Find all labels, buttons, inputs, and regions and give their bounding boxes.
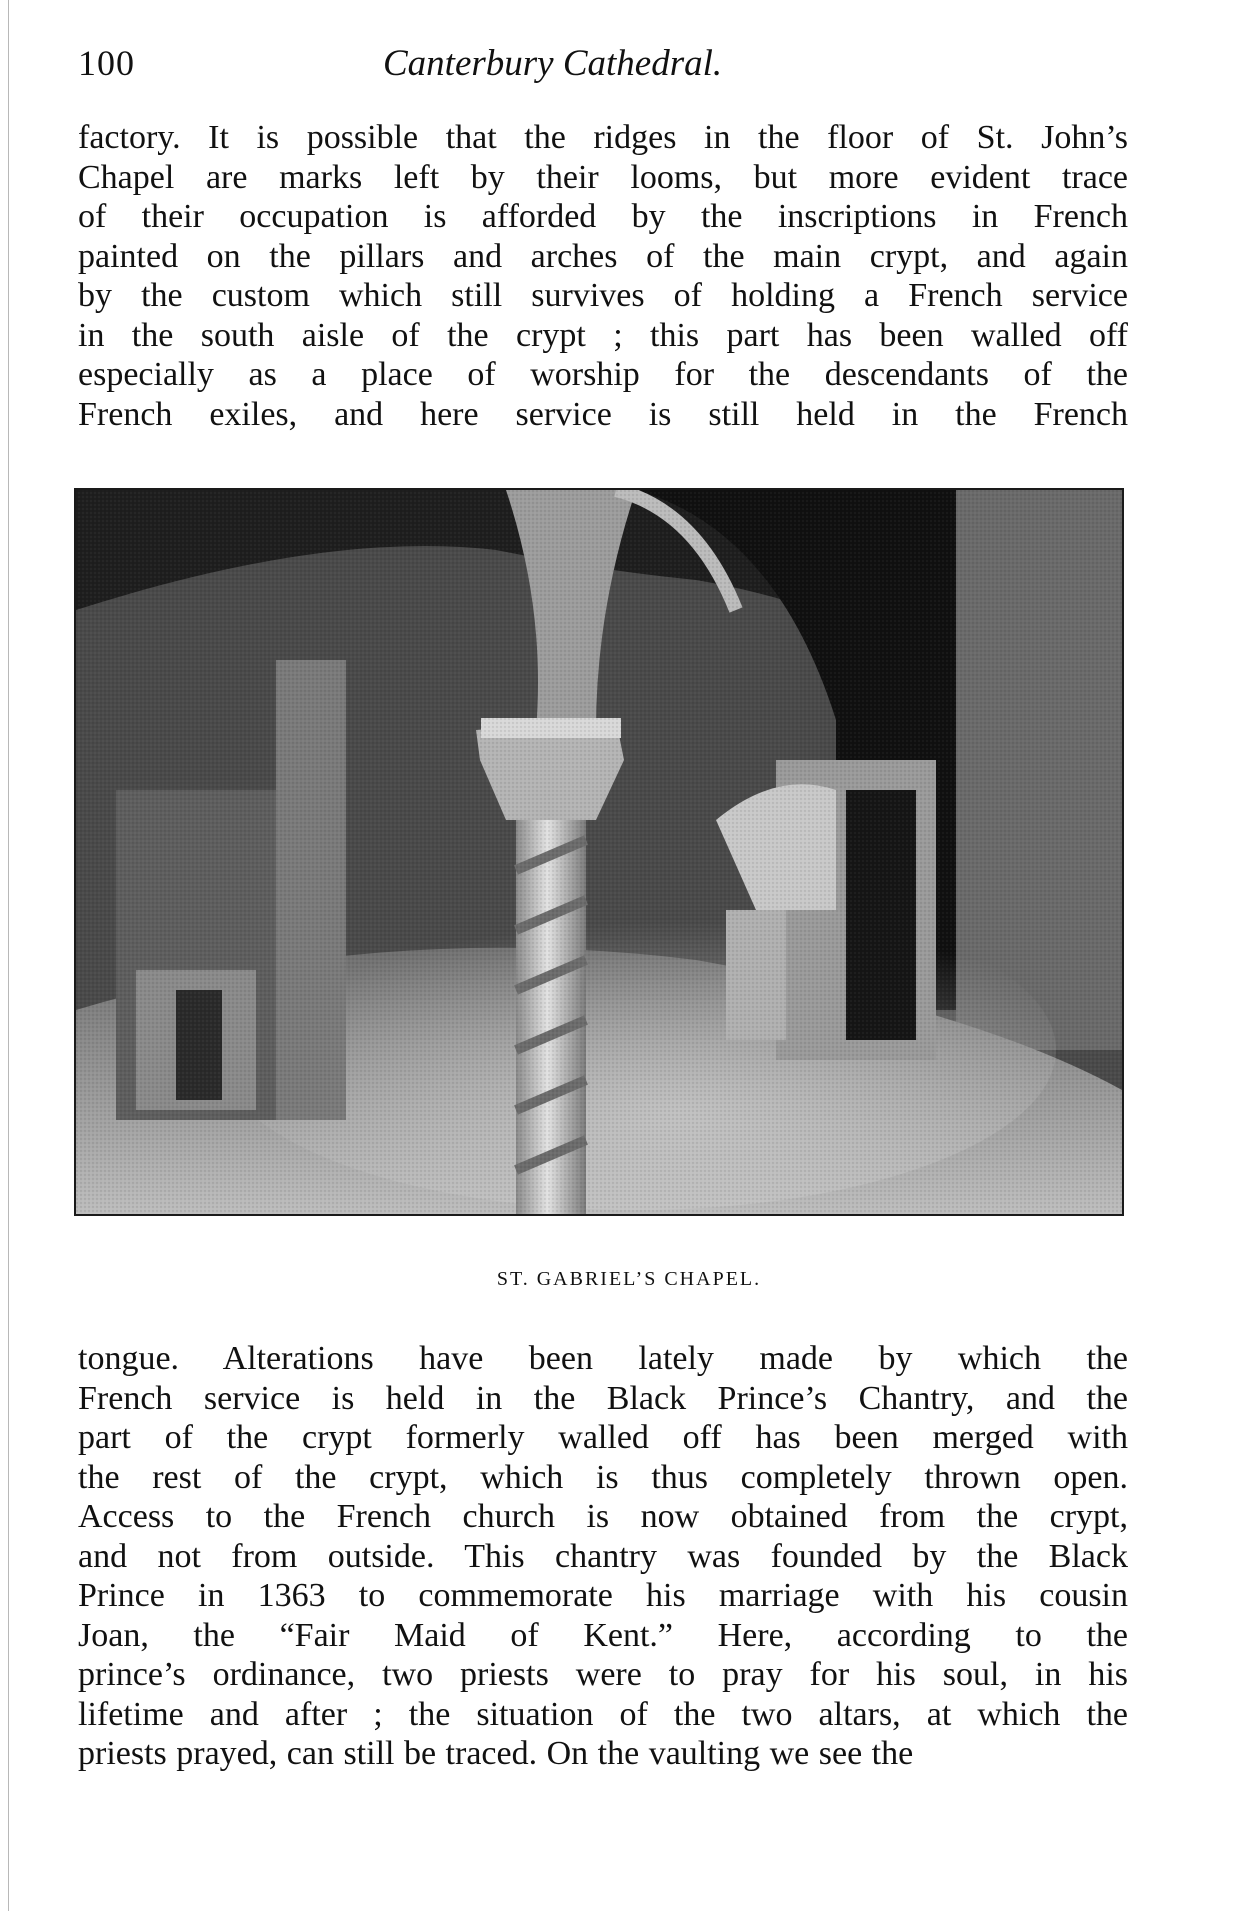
- body-text-top: [78, 118, 1128, 434]
- text-line: lifetime and after ; the situation of the two altars, at which the: [78, 1695, 1128, 1733]
- text-line: of their occupation is afforded by the inscriptions in French: [78, 198, 1128, 235]
- text-line: priests prayed, can still be traced. On the vaulting we see the: [78, 1735, 914, 1772]
- text-line: and not from outside. This chantry was founded by the Black: [78, 1537, 1128, 1575]
- running-title: Canterbury Cathedral.: [383, 43, 723, 84]
- text-line: Chapel are marks left by their looms, but more evident trace: [78, 158, 1128, 196]
- text-line: Prince in 1363 to commemorate his marriage with his cousin: [78, 1577, 1128, 1614]
- crypt-photograph: [74, 488, 1124, 1216]
- text-line: by the custom which still survives of holding a French service: [78, 277, 1128, 314]
- text-line: part of the crypt formerly walled off has been merged with: [78, 1419, 1128, 1456]
- text-line: Access to the French church is now obtained from the crypt,: [78, 1498, 1128, 1535]
- running-header: [78, 42, 1128, 92]
- text-line: prince’s ordinance, two priests were to pray for his soul, in his: [78, 1656, 1128, 1693]
- text-line: French service is held in the Black Prince’s Chantry, and the: [78, 1379, 1128, 1417]
- text-line: factory. It is possible that the ridges in the floor of St. John’s: [78, 119, 1128, 156]
- text-line: tongue. Alterations have been lately made by which the: [78, 1340, 1128, 1377]
- body-text-bottom: [78, 1339, 1128, 1774]
- chapel-photo-illustration: [76, 490, 1122, 1214]
- text-line: painted on the pillars and arches of the main crypt, and again: [78, 237, 1128, 275]
- text-line: Joan, the “Fair Maid of Kent.” Here, according to the: [78, 1616, 1128, 1654]
- text-line: especially as a place of worship for the descendants of the: [78, 356, 1128, 393]
- text-line: French exiles, and here service is still held in the French: [78, 395, 1128, 433]
- figure-caption: ST. GABRIEL’S CHAPEL.: [496, 1268, 762, 1290]
- page-edge-line: [8, 0, 9, 1911]
- page-number: 100: [78, 43, 135, 83]
- text-line: the rest of the crypt, which is thus completely thrown open.: [78, 1458, 1128, 1496]
- text-line: in the south aisle of the crypt ; this part has been walled off: [78, 316, 1128, 354]
